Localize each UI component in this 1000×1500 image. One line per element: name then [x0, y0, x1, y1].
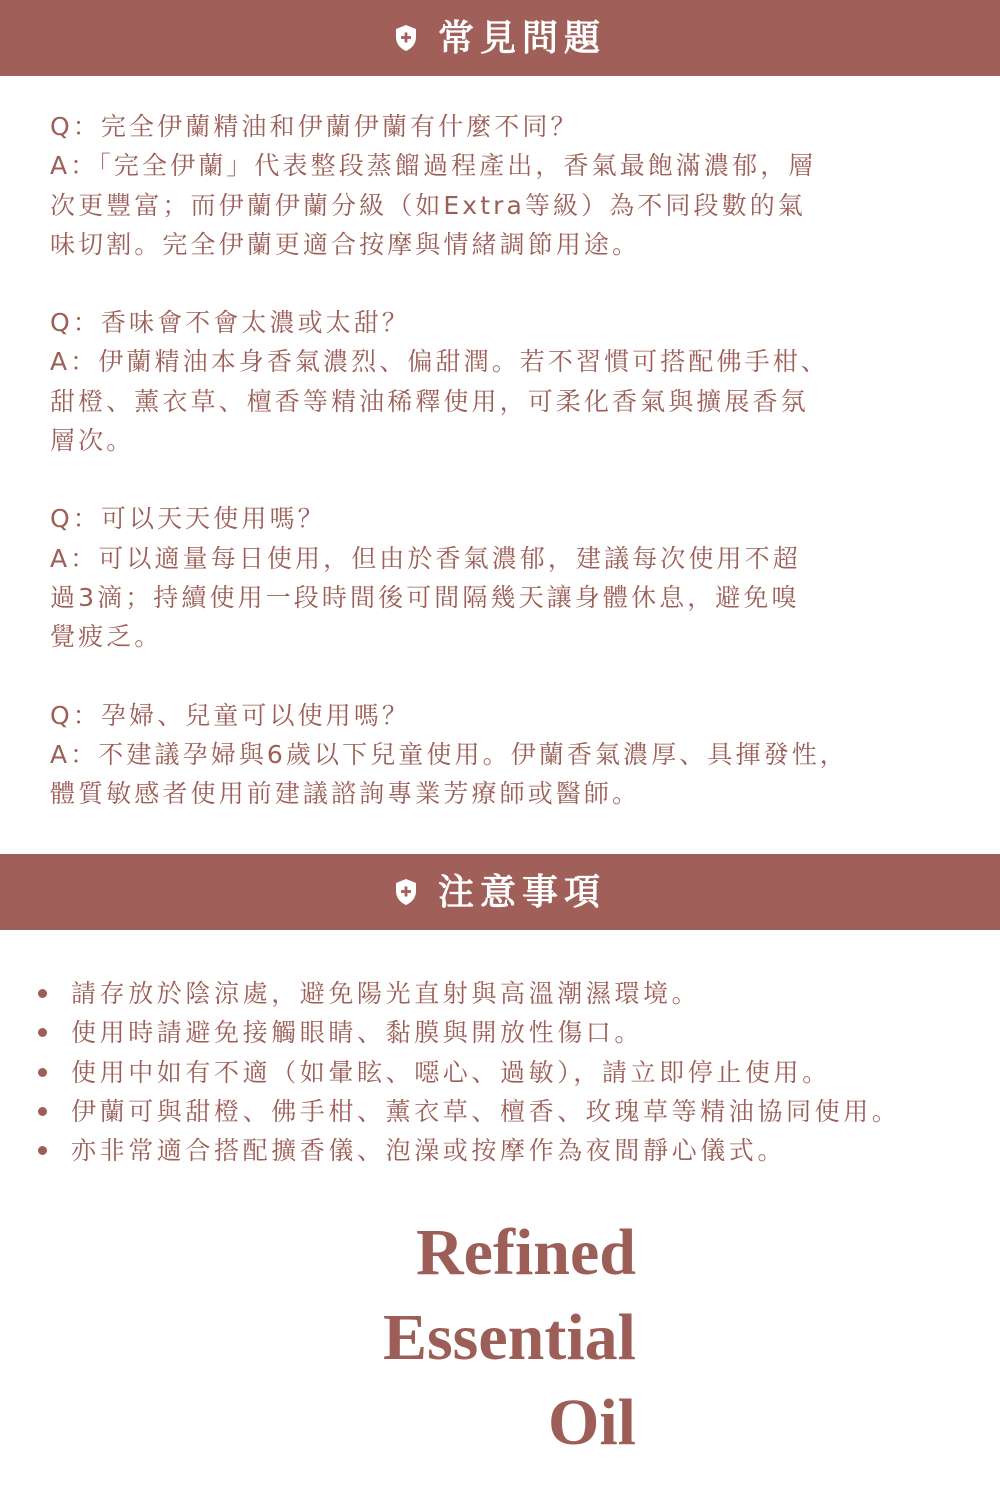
faq-answer-line: A：不建議孕婦與6歲以下兒童使用。伊蘭香氣濃厚、具揮發性， — [50, 739, 848, 769]
notice-text: 使用中如有不適（如暈眩、噁心、過敏），請立即停止使用。 — [71, 1057, 831, 1087]
faq-answer-line: 體質敏感者使用前建議諮詢專業芳療師或醫師。 — [50, 779, 641, 809]
notice-text: 伊蘭可與甜橙、佛手柑、薰衣草、檀香、玫瑰草等精油協同使用。 — [71, 1096, 901, 1126]
faq-question: Q：完全伊蘭精油和伊蘭伊蘭有什麼不同？ — [50, 112, 579, 141]
faq-item — [50, 107, 950, 264]
faq-answer-line: 層次。 — [50, 426, 135, 456]
notice-title: 注意事項 — [437, 871, 606, 913]
bullet-dot-icon — [38, 1146, 47, 1155]
notice-text: 亦非常適合搭配擴香儀、泡澡或按摩作為夜間靜心儀式。 — [71, 1136, 787, 1166]
notice-banner — [0, 854, 1000, 930]
brand-line-essential: Essential — [382, 1301, 636, 1374]
brand-line-refined: Refined — [416, 1216, 636, 1289]
notice-item — [38, 1131, 978, 1170]
faq-banner — [0, 0, 1000, 76]
faq-answer-line: 甜橙、薰衣草、檀香等精油稀釋使用，可柔化香氣與擴展香氛 — [50, 386, 809, 416]
faq-title: 常見問題 — [437, 17, 606, 59]
faq-answer-line: A：可以適量每日使用，但由於香氣濃郁，建議每次使用不超 — [50, 543, 801, 573]
faq-answer-line: A：伊蘭精油本身香氣濃烈、偏甜潤。若不習慣可搭配佛手柑、 — [50, 347, 829, 377]
faq-item — [50, 303, 950, 460]
faq-item — [50, 696, 950, 814]
bullet-dot-icon — [38, 1107, 47, 1116]
shield-plus-icon — [394, 24, 418, 52]
brand-wordmark — [300, 1210, 636, 1465]
faq-question: Q：可以天天使用嗎？ — [50, 504, 326, 534]
shield-plus-icon — [394, 878, 418, 906]
faq-answer-line: 覺疲乏。 — [50, 622, 163, 652]
notice-item — [38, 974, 978, 1013]
faq-answer-line: 過3滴；持續使用一段時間後可間隔幾天讓身體休息，避免嗅 — [50, 582, 800, 612]
bullet-dot-icon — [38, 989, 47, 998]
faq-question: Q：孕婦、兒童可以使用嗎？ — [50, 700, 410, 730]
notice-item — [38, 1092, 978, 1131]
notice-text: 使用時請避免接觸眼睛、黏膜與開放性傷口。 — [71, 1018, 644, 1048]
faq-list — [50, 107, 950, 852]
notice-list — [38, 974, 978, 1170]
faq-answer-line: 次更豐富；而伊蘭伊蘭分級（如Extra等級）為不同段數的氣 — [50, 190, 806, 220]
notice-item — [38, 1053, 978, 1092]
brand-line-oil: Oil — [547, 1386, 636, 1459]
faq-question: Q：香味會不會太濃或太甜？ — [50, 308, 410, 338]
faq-answer-line: A：「完全伊蘭」代表整段蒸餾過程產出，香氣最飽滿濃郁，層 — [50, 151, 817, 181]
notice-text: 請存放於陰涼處，避免陽光直射與高溫潮濕環境。 — [71, 979, 701, 1008]
notice-item — [38, 1013, 978, 1052]
faq-item — [50, 499, 950, 656]
bullet-dot-icon — [38, 1028, 47, 1037]
faq-answer-line: 味切割。完全伊蘭更適合按摩與情緒調節用途。 — [50, 229, 641, 259]
bullet-dot-icon — [38, 1068, 47, 1077]
